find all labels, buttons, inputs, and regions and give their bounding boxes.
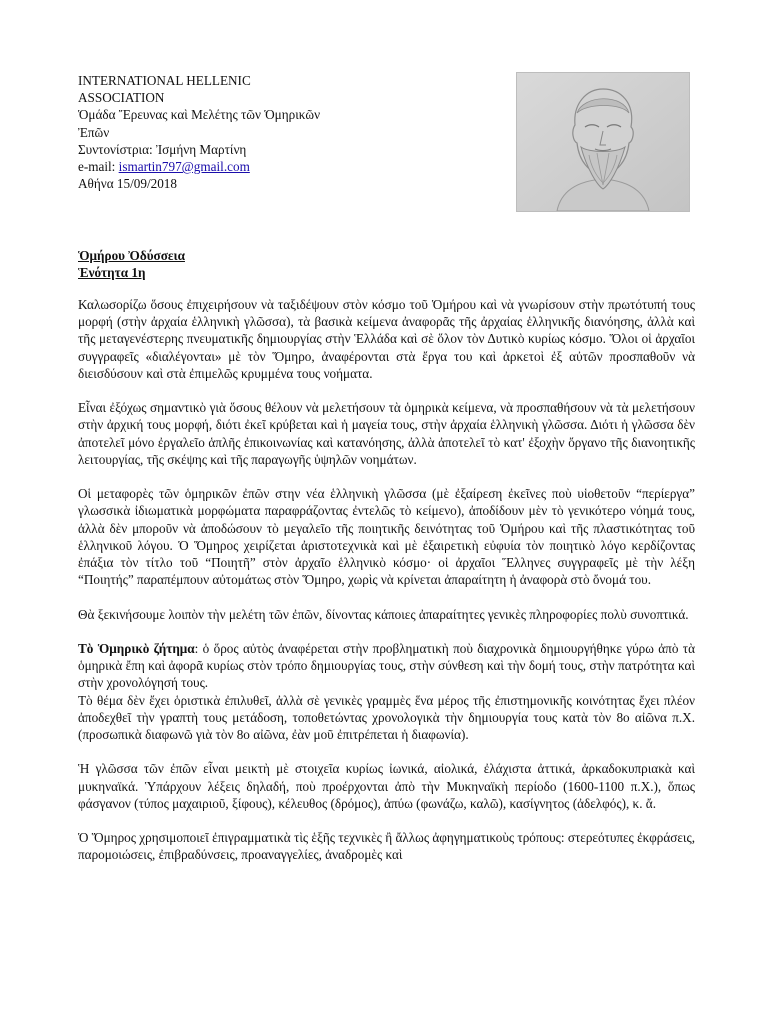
- homeric-question-term: Τὸ Ὁμηρικὸ ζήτημα: [78, 641, 195, 656]
- homer-bust-relief: [517, 73, 689, 211]
- homeric-question-text: : ὁ ὅρος αὐτὸς ἀναφέρεται στὴν προβληματικὴ ποὺ διαχρονικὰ δημιουργήθηκε γύρω ἀπὸ τὰ ὁμηρικὰ ἔπη καὶ ἀφορᾶ κυρίως στὸν τρόπο δημιουργίας τους, στὴν σύνθεση καὶ τὴν δομή τους, στὴν πατρότητα καὶ στὴν χρονολόγησή τους.: [78, 641, 695, 691]
- paragraph-importance: Εἶναι ἐξόχως σημαντικὸ γιὰ ὅσους θέλουν νὰ μελετήσουν τὰ ὁμηρικὰ κείμενα, νὰ προσπαθήσουν νὰ τὰ μελετήσουν στὴν ἀρχική τους μορφή, διότι ἐκεῖ κρύβεται καὶ ἡ μαγεία τους, στὴν ἀρχαία ἑλληνικὴ γλῶσσα. Διότι ἡ γλῶσσα δὲν ἀποτελεῖ μόνο ἐργαλεῖο ἁπλῆς ἐπικοινωνίας καὶ κατανόησης, ἀλλὰ ἀποτελεῖ τὸ κατ' ἐξοχὴν ὄργανο τῆς διανοητικῆς λειτουργίας, τῆς σκέψης καὶ τῆς παραγωγῆς ὑψηλῶν νοημάτων.: [78, 400, 695, 467]
- unit-title: Ἑνότητα 1η: [78, 265, 146, 280]
- document-header: [78, 72, 498, 192]
- paragraph-translations: Οἱ μεταφορὲς τῶν ὁμηρικῶν ἐπῶν στην νέα ἑλληνικὴ γλῶσσα (μὲ ἐξαίρεση ἐκεῖνες ποὺ υἱοθετοῦν “περίεργα” γλωσσικὰ ἰδιωματικὰ μορφώματα παραφράζοντας ἐντελῶς τὸ κείμενο), ἀποδίδουν μὲν τὸ γενικότερο νόημά τους, ἀλλὰ δὲν μποροῦν νὰ ἀποδώσουν τὸ μεγαλεῖο τῆς ποιητικῆς δεινότητας τοῦ Ὁμήρου καὶ τῆς πλαστικότητας τοῦ ἑλληνικοῦ λόγου. Ὁ Ὅμηρος χειρίζεται ἀριστοτεχνικὰ καὶ μὲ ἐξαιρετικὴ εὐφυία τὸν ποιητικὸ λόγο κερδίζοντας ἐπάξια τὸν τίτλο τοῦ “Ποιητῆ” στὸν ἀρχαῖο ἑλληνικὸ κόσμο· οἱ ἀρχαῖοι Ἕλληνες συγγραφεῖς μὲ τὴν λέξη “Ποιητής” παραπέμπουν αὐτομάτως στὸν Ὅμηρο, χωρὶς νὰ κρίνεται ἀπαραίτητη ἡ ἀναφορὰ στὸ ὄνομά του.: [78, 486, 695, 588]
- email-link[interactable]: ismartin797@gmail.com: [118, 159, 250, 175]
- group-name-line1: Ὁμάδα Ἔρευνας καὶ Μελέτης τῶν Ὁμηρικῶν: [78, 107, 321, 123]
- paragraph-homeric-question: [78, 640, 695, 692]
- document-body: [78, 296, 695, 881]
- coordinator-line: Συντονίστρια: Ἰσμήνη Μαρτίνη: [78, 141, 247, 157]
- paragraph-language: Ἡ γλῶσσα τῶν ἐπῶν εἶναι μεικτὴ μὲ στοιχεῖα κυρίως ἰωνικά, αἰολικά, ἐλάχιστα ἀττικά, ἀρκαδοκυπριακὰ καὶ μυκηναϊκά. Ὑπάρχουν λέξεις δηλαδή, ποὺ προέρχονται ἀπὸ τὴν Μυκηναϊκὴ περίοδο (1600-1100 π.Χ.), ὅπως φάσγανον (τύπος μαχαιριοῦ, ξίφους), κέλευθος (δρόμος), ἀπύω (φωνάζω, καλῶ), κασίγνητος (ἀδελφός), κ. ἄ.: [78, 761, 695, 811]
- email-label: e-mail:: [78, 159, 119, 175]
- document-title: [78, 247, 185, 281]
- work-title: Ὁμήρου Ὀδύσσεια: [78, 248, 185, 263]
- email-line: [78, 158, 498, 175]
- org-name-line2: ASSOCIATION: [78, 90, 165, 106]
- org-name-line1: INTERNATIONAL HELLENIC: [78, 73, 251, 88]
- homer-bust-image: [516, 72, 690, 212]
- paragraph-intro: Καλωσορίζω ὅσους ἐπιχειρήσουν νὰ ταξιδέψουν στὸν κόσμο τοῦ Ὁμήρου καὶ νὰ γνωρίσουν στὴν πρωτότυπή τους μορφή (στὴν ἀρχαία ἑλληνικὴ γλῶσσα), τὰ βασικὰ κείμενα ἀναφορᾶς τῆς ἀρχαίας ἑλληνικῆς διανόησης, ἀλλὰ καὶ τῆς μεταγενέστερης πνευματικῆς δημιουργίας στὴν Ἑλλάδα καὶ σὲ ὅλον τὸν Δυτικὸ κυρίως κόσμο. Ὅλοι οἱ ἀρχαῖοι συγγραφεῖς «διαλέγονται» μὲ τὸν Ὅμηρο, ἀναφέρονται στὰ ἔργα του καὶ ἀρκετοὶ ἐξ αὐτῶν προσπαθοῦν νὰ διεισδύσουν καὶ στὰ ἐπιμελῶς κρυμμένα τους νοήματα.: [78, 297, 695, 381]
- paragraph-overview: Θὰ ξεκινήσουμε λοιπὸν τὴν μελέτη τῶν ἐπῶν, δίνοντας κάποιες ἀπαραίτητες γενικὲς πληροφορίες πολὺ συνοπτικά.: [78, 606, 689, 622]
- paragraph-dating: Τὸ θέμα δὲν ἔχει ὁριστικὰ ἐπιλυθεῖ, ἀλλὰ σὲ γενικὲς γραμμὲς ἕνα μέρος τῆς ἐπιστημονικῆς κοινότητας ἔχει πλέον ἀποδεχθεῖ τὴν γραπτὴ τους μετάδοση, τοποθετώντας χρονολογικὰ τὴν δημιουργία τους κατὰ τὸν 8ο αἰῶνα π.Χ.(προσωπικὰ διαφωνῶ γιὰ τὸν 8ο αἰῶνα, ἐὰν μοῦ ἐπιτρέπεται ἡ διαφωνία).: [78, 692, 695, 743]
- paragraph-techniques: Ὁ Ὅμηρος χρησιμοποιεῖ ἐπιγραμματικὰ τὶς ἑξῆς τεχνικὲς ἢ ἄλλως ἀφηγηματικοὺς τρόπους: στερεότυπες ἐκφράσεις, παρομοιώσεις, ἐπιβραδύνσεις, προαναγγελίες, ἀναδρομὲς καὶ: [78, 830, 695, 863]
- date-line: Αθήνα 15/09/2018: [78, 176, 177, 192]
- group-name-line2: Ἐπῶν: [78, 124, 110, 140]
